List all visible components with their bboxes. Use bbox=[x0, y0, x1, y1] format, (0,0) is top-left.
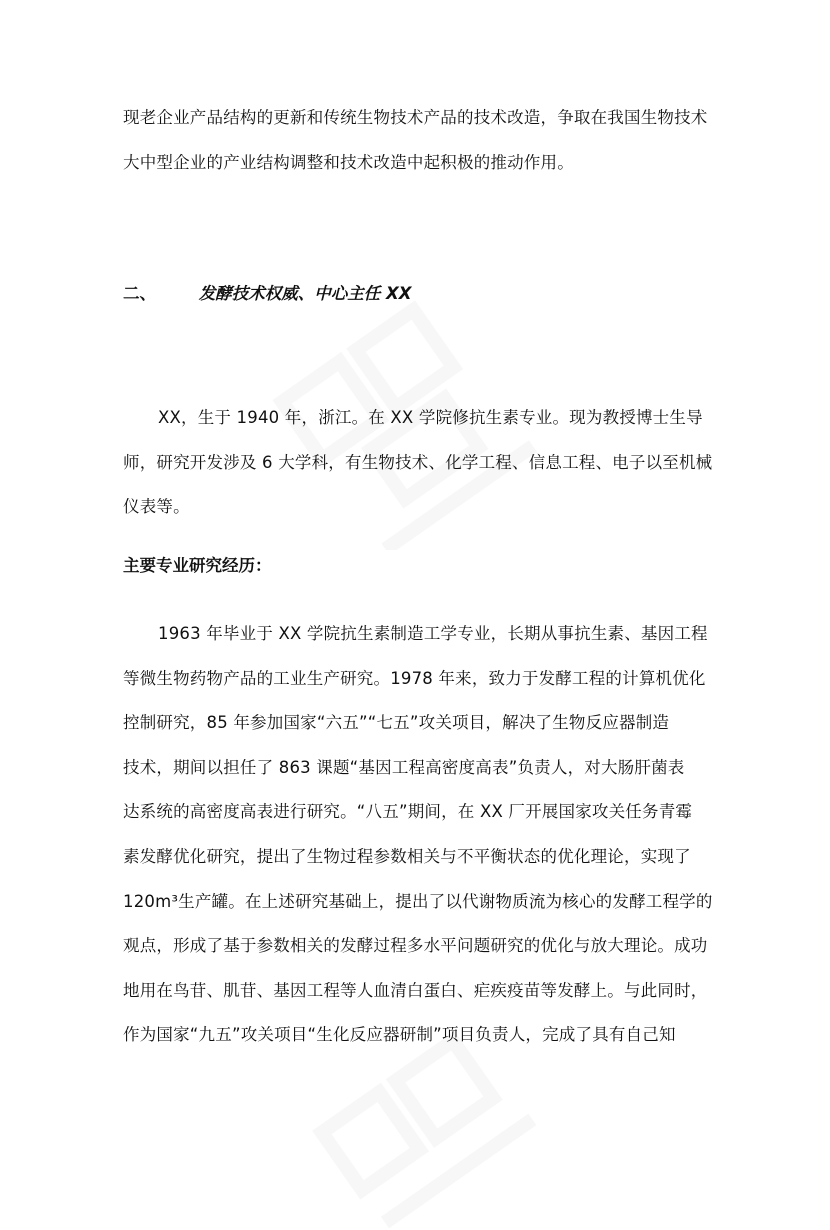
text-line: 大中型企业的产业结构调整和技术改造中起积极的推动作用。 bbox=[123, 152, 574, 172]
section-number: 二、 bbox=[123, 284, 156, 303]
text-line: 观点，形成了基于参数相关的发酵过程多水平问题研究的优化与放大理论。成功 bbox=[123, 936, 708, 956]
text-line: 控制研究，85 年参加国家“六五”“七五”攻关项目，解决了生物反应器制造 bbox=[123, 713, 670, 733]
watermark-stamp-icon bbox=[300, 1030, 560, 1230]
bio-paragraph bbox=[123, 396, 723, 530]
paragraph-continued bbox=[123, 96, 723, 185]
text-line: 120m³生产罐。在上述研究基础上，提出了以代谢物质流为核心的发酵工程学的 bbox=[123, 891, 713, 911]
text-line: 等微生物药物产品的工业生产研究。1978 年来，致力于发酵工程的计算机优化 bbox=[123, 668, 706, 688]
text-line: 技术，期间以担任了 863 课题“基因工程高密度高表”负责人，对大肠肝菌表 bbox=[123, 757, 685, 777]
text-line: 仪表等。 bbox=[123, 497, 190, 517]
subheading: 主要专业研究经历： bbox=[123, 556, 272, 575]
text-line: 素发酵优化研究，提出了生物过程参数相关与不平衡状态的优化理论，实现了 bbox=[123, 846, 691, 866]
text-line: XX，生于 1940 年，浙江。在 XX 学院修抗生素专业。现为教授博士生导 bbox=[158, 408, 703, 427]
section-title: 发酵技术权威、中心主任 XX bbox=[198, 284, 412, 303]
text-line: 1963 年毕业于 XX 学院抗生素制造工学专业，长期从事抗生素、基因工程 bbox=[158, 624, 708, 643]
text-line: 师，研究开发涉及 6 大学科，有生物技术、化学工程、信息工程、电子以至机械 bbox=[123, 452, 713, 472]
text-line: 作为国家“九五”攻关项目“生化反应器研制”项目负责人，完成了具有自己知 bbox=[123, 1025, 676, 1045]
text-line: 达系统的高密度高表进行研究。“八五”期间，在 XX 厂开展国家攻关任务青霉 bbox=[123, 802, 693, 822]
section-heading bbox=[123, 280, 411, 304]
research-paragraph bbox=[123, 612, 723, 1058]
text-line: 地用在鸟苷、肌苷、基因工程等人血清白蛋白、疟疾疫苗等发酵上。与此同时， bbox=[123, 980, 708, 1000]
text-line: 现老企业产品结构的更新和传统生物技术产品的技术改造，争取在我国生物技术 bbox=[123, 108, 708, 127]
